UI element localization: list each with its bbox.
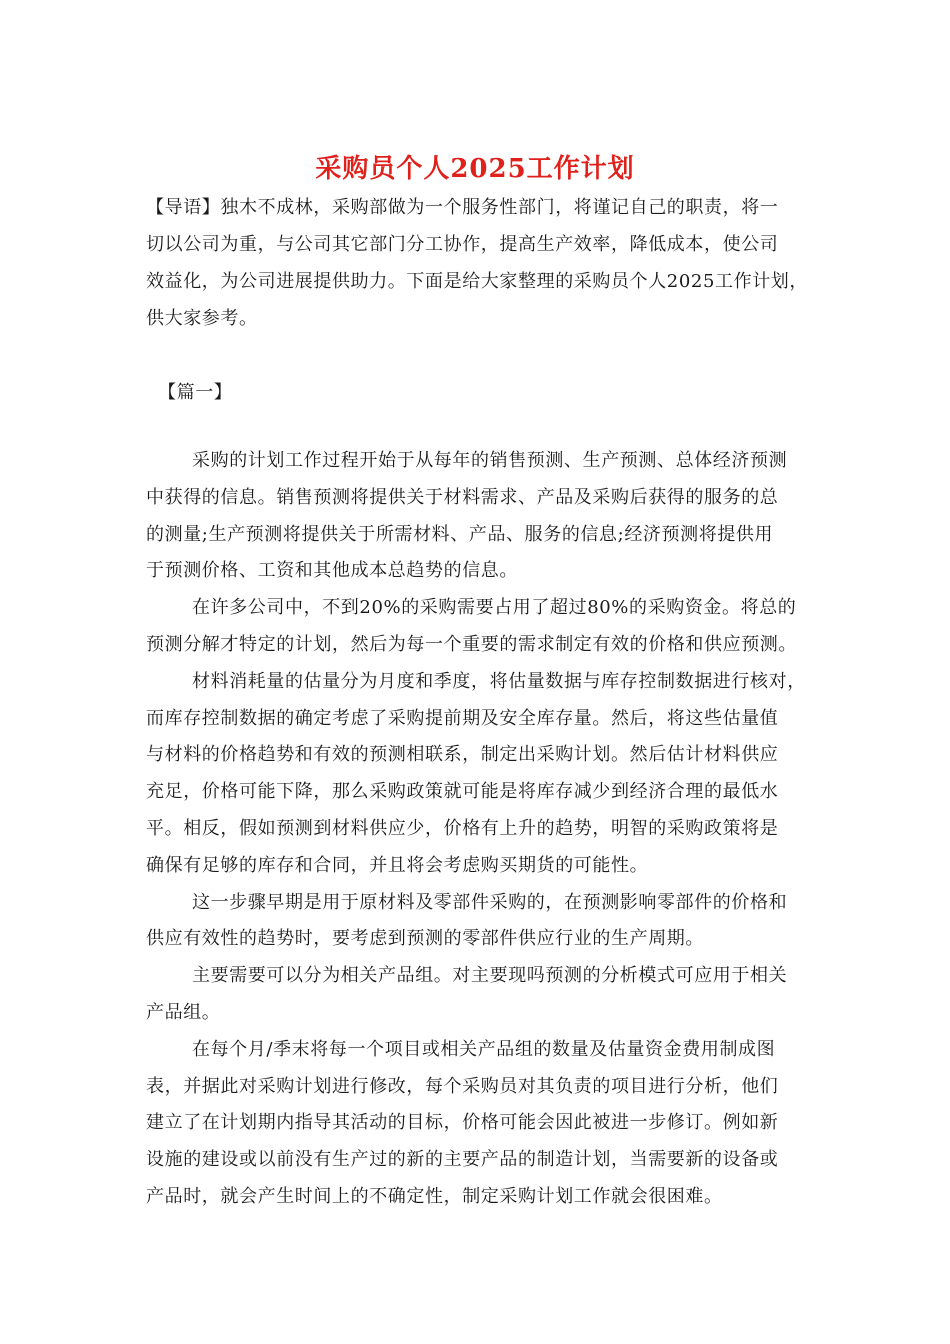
paragraph-first-line: 在许多公司中，不到20%的采购需要占用了超过80%的采购资金。将总的 (192, 597, 797, 619)
paragraph-line: 产品组。 (146, 1002, 221, 1023)
paragraph-first-line: 主要需要可以分为相关产品组。对主要现吗预测的分析模式可应用于相关 (192, 965, 788, 987)
paragraph-line: 中获得的信息。销售预测将提供关于材料需求、产品及采购后获得的服务的总 (146, 486, 779, 508)
paragraph-line: 而库存控制数据的确定考虑了采购提前期及安全库存量。然后，将这些估量值 (146, 707, 779, 729)
paragraph-line: 表，并据此对采购计划进行修改，每个采购员对其负责的项目进行分析，他们 (146, 1075, 779, 1097)
paragraph-first-line: 材料消耗量的估量分为月度和季度，将估量数据与库存控制数据进行核对， (192, 670, 806, 692)
paragraph-line: 平。相反，假如预测到材料供应少，价格有上升的趋势，明智的采购政策将是 (146, 818, 779, 839)
paragraph-line: 预测分解才特定的计划，然后为每一个重要的需求制定有效的价格和供应预测。 (146, 634, 797, 655)
paragraph-line: 产品时，就会产生时间上的不确定性，制定采购计划工作就会很困难。 (146, 1186, 723, 1207)
paragraph-first-line: 采购的计划工作过程开始于从每年的销售预测、生产预测、总体经济预测 (192, 450, 788, 471)
paragraph-line: 设施的建设或以前没有生产过的新的主要产品的制造计划，当需要新的设备或 (146, 1149, 779, 1171)
section-label: 【篇一】 (158, 382, 233, 403)
intro-line: 效益化，为公司进展提供助力。下面是给大家整理的采购员个人2025工作计划， (146, 271, 809, 292)
document-title: 采购员个人2025工作计划 (315, 154, 635, 184)
paragraph-line: 建立了在计划期内指导其活动的目标，价格可能会因此被进一步修订。例如新 (146, 1112, 779, 1134)
intro-line: 切以公司为重，与公司其它部门分工协作，提高生产效率，降低成本，使公司 (146, 234, 779, 255)
paragraph-line: 于预测价格、工资和其他成本总趋势的信息。 (146, 560, 518, 582)
paragraph-line: 充足，价格可能下降，那么采购政策就可能是将库存减少到经济合理的最低水 (146, 781, 779, 803)
paragraph-first-line: 在每个月/季末将每一个项目或相关产品组的数量及估量资金费用制成图 (192, 1038, 776, 1060)
paragraph-line: 供应有效性的趋势时，要考虑到预测的零部件供应行业的生产周期。 (146, 928, 704, 950)
paragraph-line: 的测量;生产预测将提供关于所需材料、产品、服务的信息;经济预测将提供用 (146, 523, 774, 545)
intro-line: 供大家参考。 (146, 308, 258, 329)
paragraph-first-line: 这一步骤早期是用于原材料及零部件采购的，在预测影响零部件的价格和 (192, 891, 788, 913)
intro-line: 【导语】独木不成林，采购部做为一个服务性部门，将谨记自己的职责，将一 (146, 197, 779, 218)
paragraph-line: 确保有足够的库存和合同，并且将会考虑购买期货的可能性。 (146, 854, 649, 876)
paragraph-line: 与材料的价格趋势和有效的预测相联系，制定出采购计划。然后估计材料供应 (146, 744, 779, 766)
